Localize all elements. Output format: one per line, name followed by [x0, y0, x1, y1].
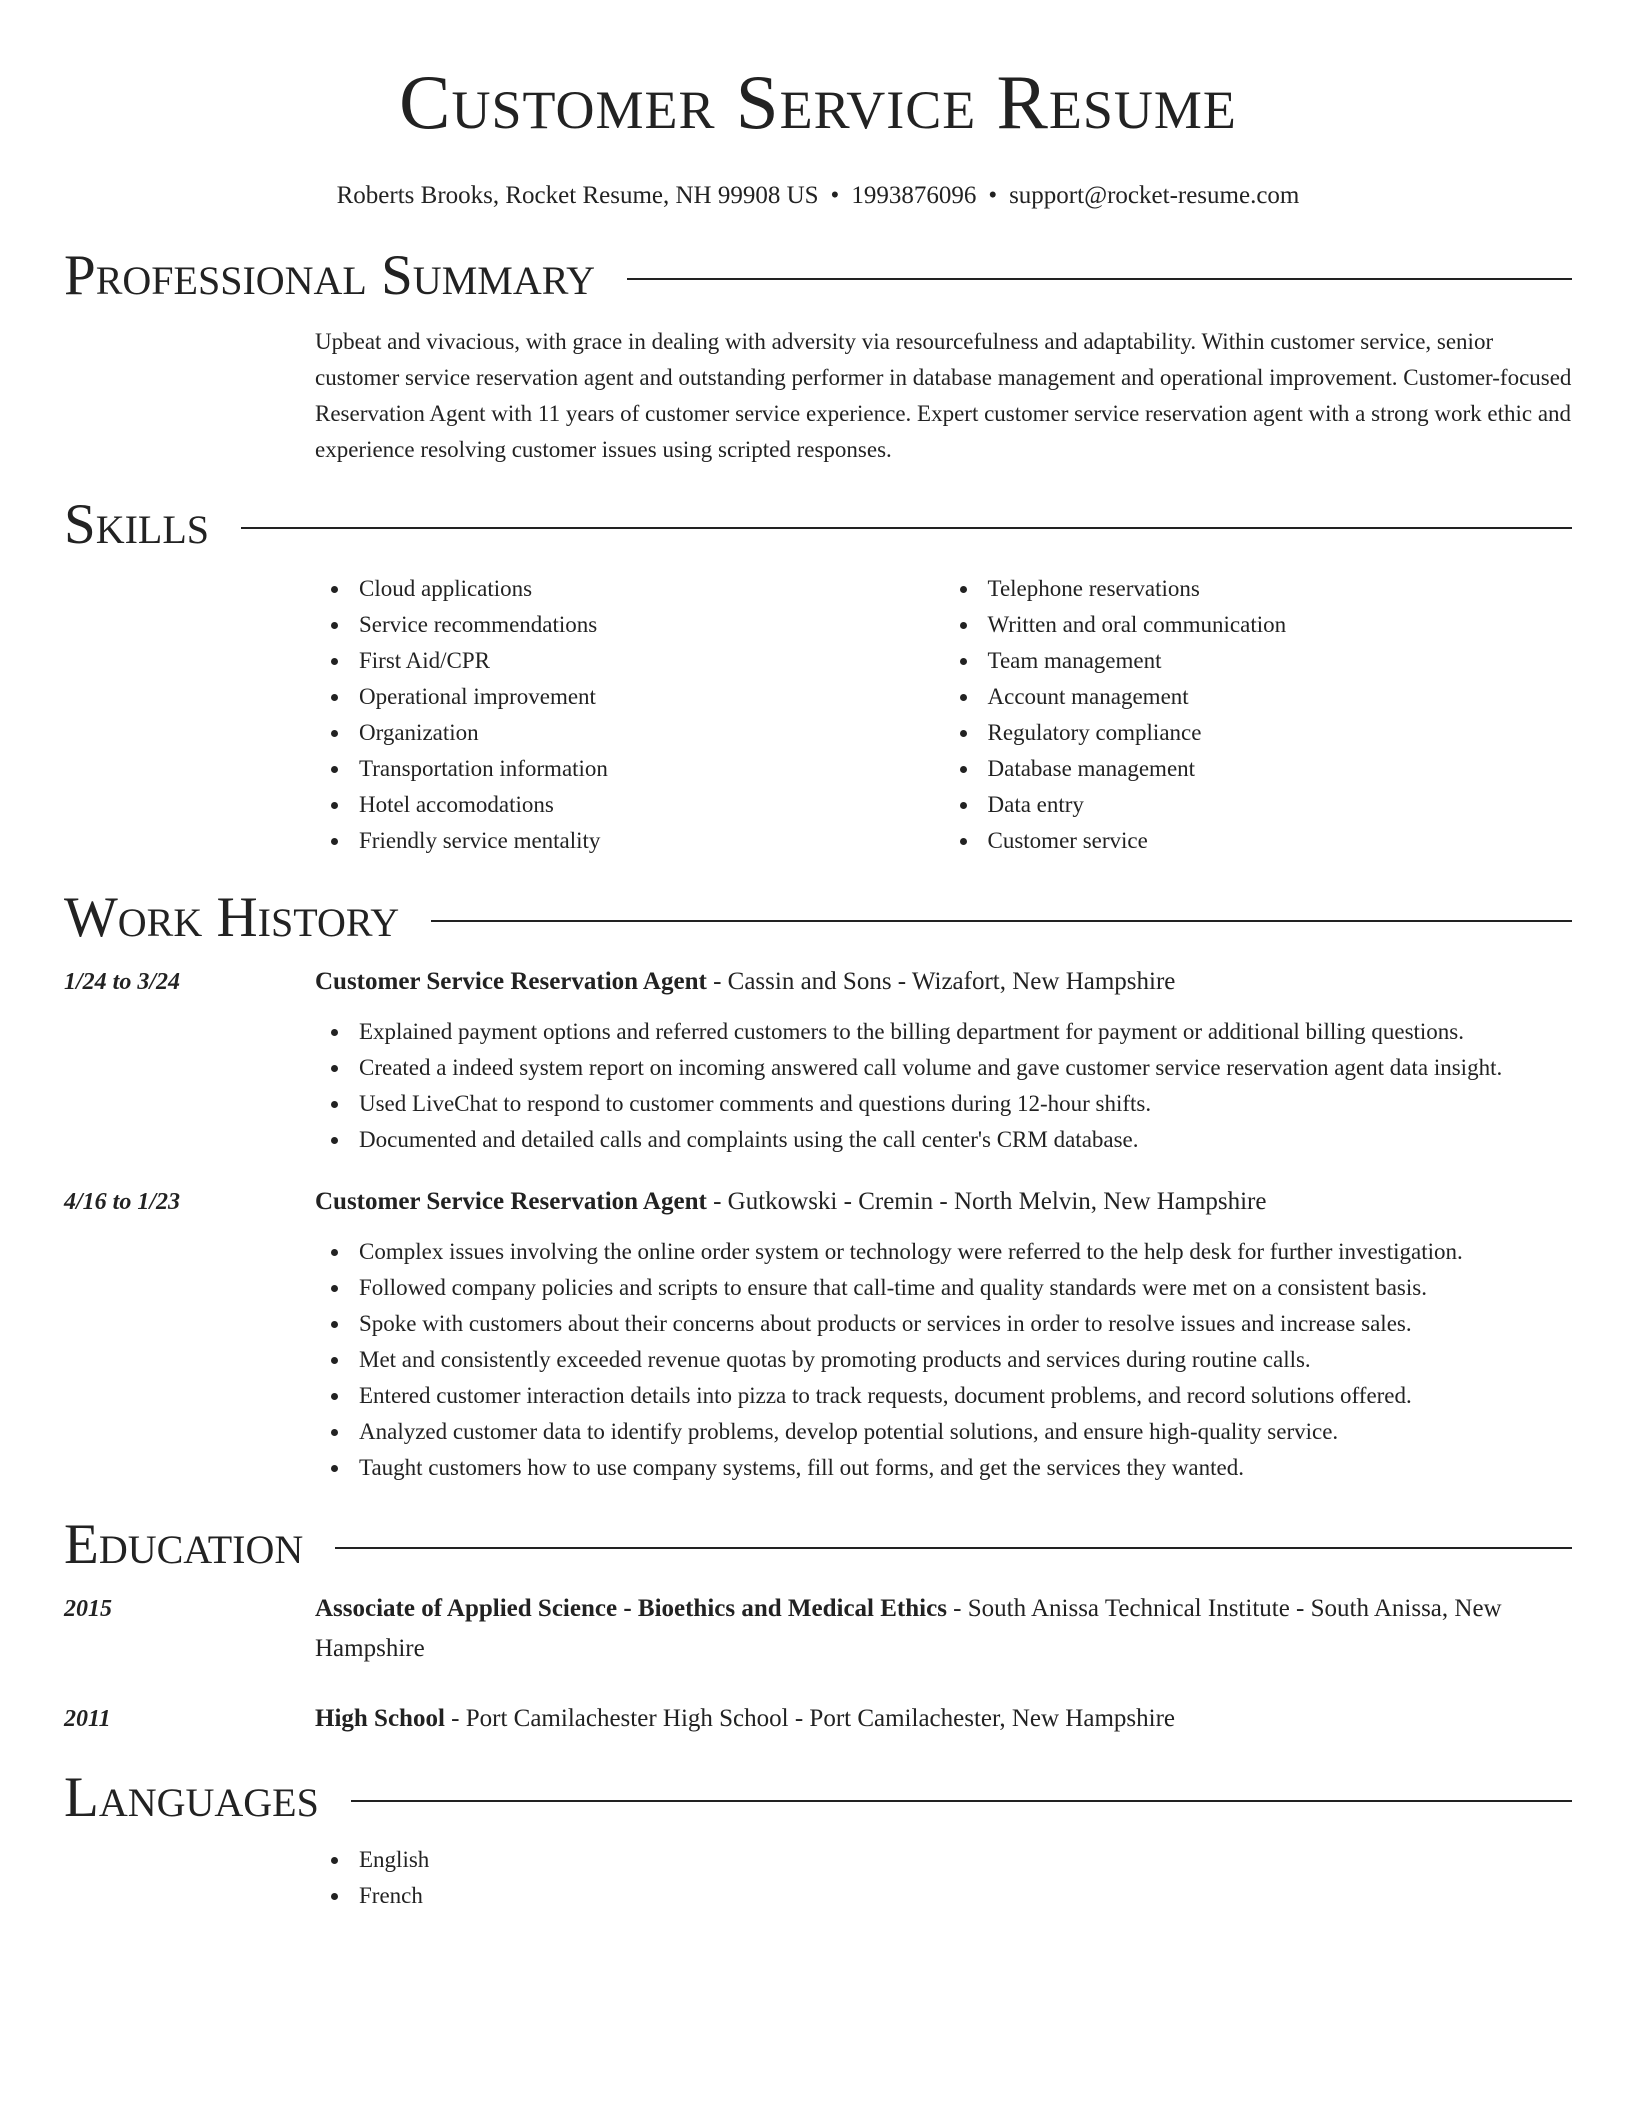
- job-title: Customer Service Reservation Agent: [315, 968, 707, 995]
- list-item: Explained payment options and referred customers to the billing department for payment or additional billing questions.: [359, 1014, 1572, 1050]
- list-item: Team management: [988, 643, 1573, 679]
- list-item: Transportation information: [359, 751, 944, 787]
- bullet-icon: [960, 622, 967, 629]
- skills-list-right: [944, 571, 1573, 859]
- contact-separator: •: [988, 182, 998, 209]
- education-degree: High School: [315, 1705, 445, 1732]
- job-dates: 1/24 to 3/24: [64, 969, 181, 995]
- bullet-icon: [331, 1357, 338, 1364]
- bullet-icon: [960, 766, 967, 773]
- contact-address: Roberts Brooks, Rocket Resume, NH 99908 US: [336, 182, 819, 209]
- bullet-icon: [331, 622, 338, 629]
- resume-title: Customer Service Resume: [399, 59, 1237, 145]
- section-divider: [241, 527, 1572, 529]
- list-item: Spoke with customers about their concerns about products or services in order to resolve issues and increase sales.: [359, 1306, 1572, 1342]
- list-item: Database management: [988, 751, 1573, 787]
- section-divider: [351, 1800, 1572, 1802]
- list-item: Customer service: [988, 823, 1573, 859]
- bullet-icon: [331, 1857, 338, 1864]
- list-item: Entered customer interaction details into pizza to track requests, document problems, and record solutions offered.: [359, 1378, 1572, 1414]
- list-item: Hotel accomodations: [359, 787, 944, 823]
- job-heading: [315, 962, 1572, 1002]
- bullet-icon: [331, 1429, 338, 1436]
- bullet-icon: [331, 586, 338, 593]
- list-item: Service recommendations: [359, 607, 944, 643]
- bullet-icon: [331, 658, 338, 665]
- list-item: Organization: [359, 715, 944, 751]
- contact-email: support@rocket-resume.com: [1009, 182, 1300, 209]
- languages-heading: Languages: [64, 1766, 319, 1829]
- bullet-icon: [960, 838, 967, 845]
- list-item: First Aid/CPR: [359, 643, 944, 679]
- education-section-header: [64, 1513, 1572, 1576]
- education-degree: Associate of Applied Science - Bioethics and Medical Ethics: [315, 1595, 947, 1622]
- education-school: - Port Camilachester High School - Port Camilachester, New Hampshire: [444, 1705, 1175, 1732]
- bullet-icon: [960, 586, 967, 593]
- bullet-icon: [331, 838, 338, 845]
- list-item: Friendly service mentality: [359, 823, 944, 859]
- bullet-icon: [331, 1101, 338, 1108]
- bullet-icon: [331, 730, 338, 737]
- list-item: Met and consistently exceeded revenue quotas by promoting products and services during routine calls.: [359, 1342, 1572, 1378]
- job-entry: [64, 1182, 1572, 1222]
- education-entry: [64, 1589, 1572, 1669]
- list-item: Analyzed customer data to identify problems, develop potential solutions, and ensure high-quality service.: [359, 1414, 1572, 1450]
- list-item: Operational improvement: [359, 679, 944, 715]
- list-item: Documented and detailed calls and complaints using the call center's CRM database.: [359, 1122, 1572, 1158]
- bullet-icon: [331, 1393, 338, 1400]
- summary-heading: Professional Summary: [64, 244, 596, 307]
- bullet-icon: [331, 766, 338, 773]
- job-employer: - Cassin and Sons - Wizafort, New Hampshire: [706, 968, 1176, 995]
- bullet-icon: [331, 1465, 338, 1472]
- section-divider: [335, 1547, 1572, 1549]
- skills-list-left: [315, 571, 944, 859]
- list-item: Cloud applications: [359, 571, 944, 607]
- education-detail: [315, 1699, 1572, 1739]
- job-title: Customer Service Reservation Agent: [315, 1188, 707, 1215]
- bullet-icon: [960, 802, 967, 809]
- bullet-icon: [331, 694, 338, 701]
- contact-separator: •: [830, 182, 840, 209]
- contact-phone: 1993876096: [851, 182, 977, 209]
- list-item: Regulatory compliance: [988, 715, 1573, 751]
- list-item: Account management: [988, 679, 1573, 715]
- bullet-icon: [331, 802, 338, 809]
- education-school: - South Anissa Technical Institute - South Anissa, New Hampshire: [315, 1595, 1502, 1662]
- bullet-icon: [960, 658, 967, 665]
- job-entry: [64, 962, 1572, 1002]
- bullet-icon: [331, 1249, 338, 1256]
- education-heading: Education: [64, 1513, 304, 1576]
- job-dates: 4/16 to 1/23: [64, 1189, 181, 1215]
- job-bullets: [315, 1014, 1572, 1158]
- summary-text: Upbeat and vivacious, with grace in dealing with adversity via resourcefulness and adaptability. Within customer service, senior customer service reservation agent and outstanding performer in database management and operational improvement. Customer-focused Reservation Agent with 11 years of customer service experience. Expert customer service reservation agent with a strong work ethic and experience resolving customer issues using scripted responses.: [315, 329, 1572, 462]
- bullet-icon: [331, 1321, 338, 1328]
- list-item: Created a indeed system report on incoming answered call volume and gave customer service reservation agent data insight.: [359, 1050, 1572, 1086]
- languages-body: [315, 1842, 1572, 1914]
- list-item: Data entry: [988, 787, 1573, 823]
- education-year: 2011: [64, 1706, 111, 1732]
- work-section-header: [64, 886, 1572, 949]
- list-item: Followed company policies and scripts to ensure that call-time and quality standards were met on a consistent basis.: [359, 1270, 1572, 1306]
- education-year: 2015: [64, 1596, 112, 1622]
- skills-grid: [315, 571, 1572, 859]
- list-item: Used LiveChat to respond to customer comments and questions during 12-hour shifts.: [359, 1086, 1572, 1122]
- languages-section-header: [64, 1766, 1572, 1829]
- bullet-icon: [331, 1137, 338, 1144]
- summary-section-header: [64, 244, 1572, 307]
- list-item: English: [359, 1842, 1572, 1878]
- skills-section-header: [64, 493, 1572, 556]
- section-divider: [627, 278, 1572, 280]
- job-heading: [315, 1182, 1572, 1222]
- resume-page: [64, 0, 1572, 1914]
- section-divider: [431, 920, 1572, 922]
- bullet-icon: [960, 694, 967, 701]
- skills-heading: Skills: [64, 493, 210, 556]
- summary-body: [315, 324, 1572, 468]
- job-bullets: [315, 1234, 1572, 1486]
- bullet-icon: [331, 1893, 338, 1900]
- job-employer: - Gutkowski - Cremin - North Melvin, New Hampshire: [706, 1188, 1267, 1215]
- contact-line: [64, 181, 1572, 211]
- bullet-icon: [331, 1029, 338, 1036]
- education-detail: [315, 1589, 1572, 1669]
- list-item: French: [359, 1878, 1572, 1914]
- list-item: Written and oral communication: [988, 607, 1573, 643]
- bullet-icon: [331, 1065, 338, 1072]
- languages-list: [315, 1842, 1572, 1914]
- education-entry: [64, 1699, 1572, 1739]
- work-heading: Work History: [64, 886, 400, 949]
- list-item: Complex issues involving the online order system or technology were referred to the help desk for further investigation.: [359, 1234, 1572, 1270]
- list-item: Taught customers how to use company systems, fill out forms, and get the services they wanted.: [359, 1450, 1572, 1486]
- bullet-icon: [960, 730, 967, 737]
- list-item: Telephone reservations: [988, 571, 1573, 607]
- bullet-icon: [331, 1285, 338, 1292]
